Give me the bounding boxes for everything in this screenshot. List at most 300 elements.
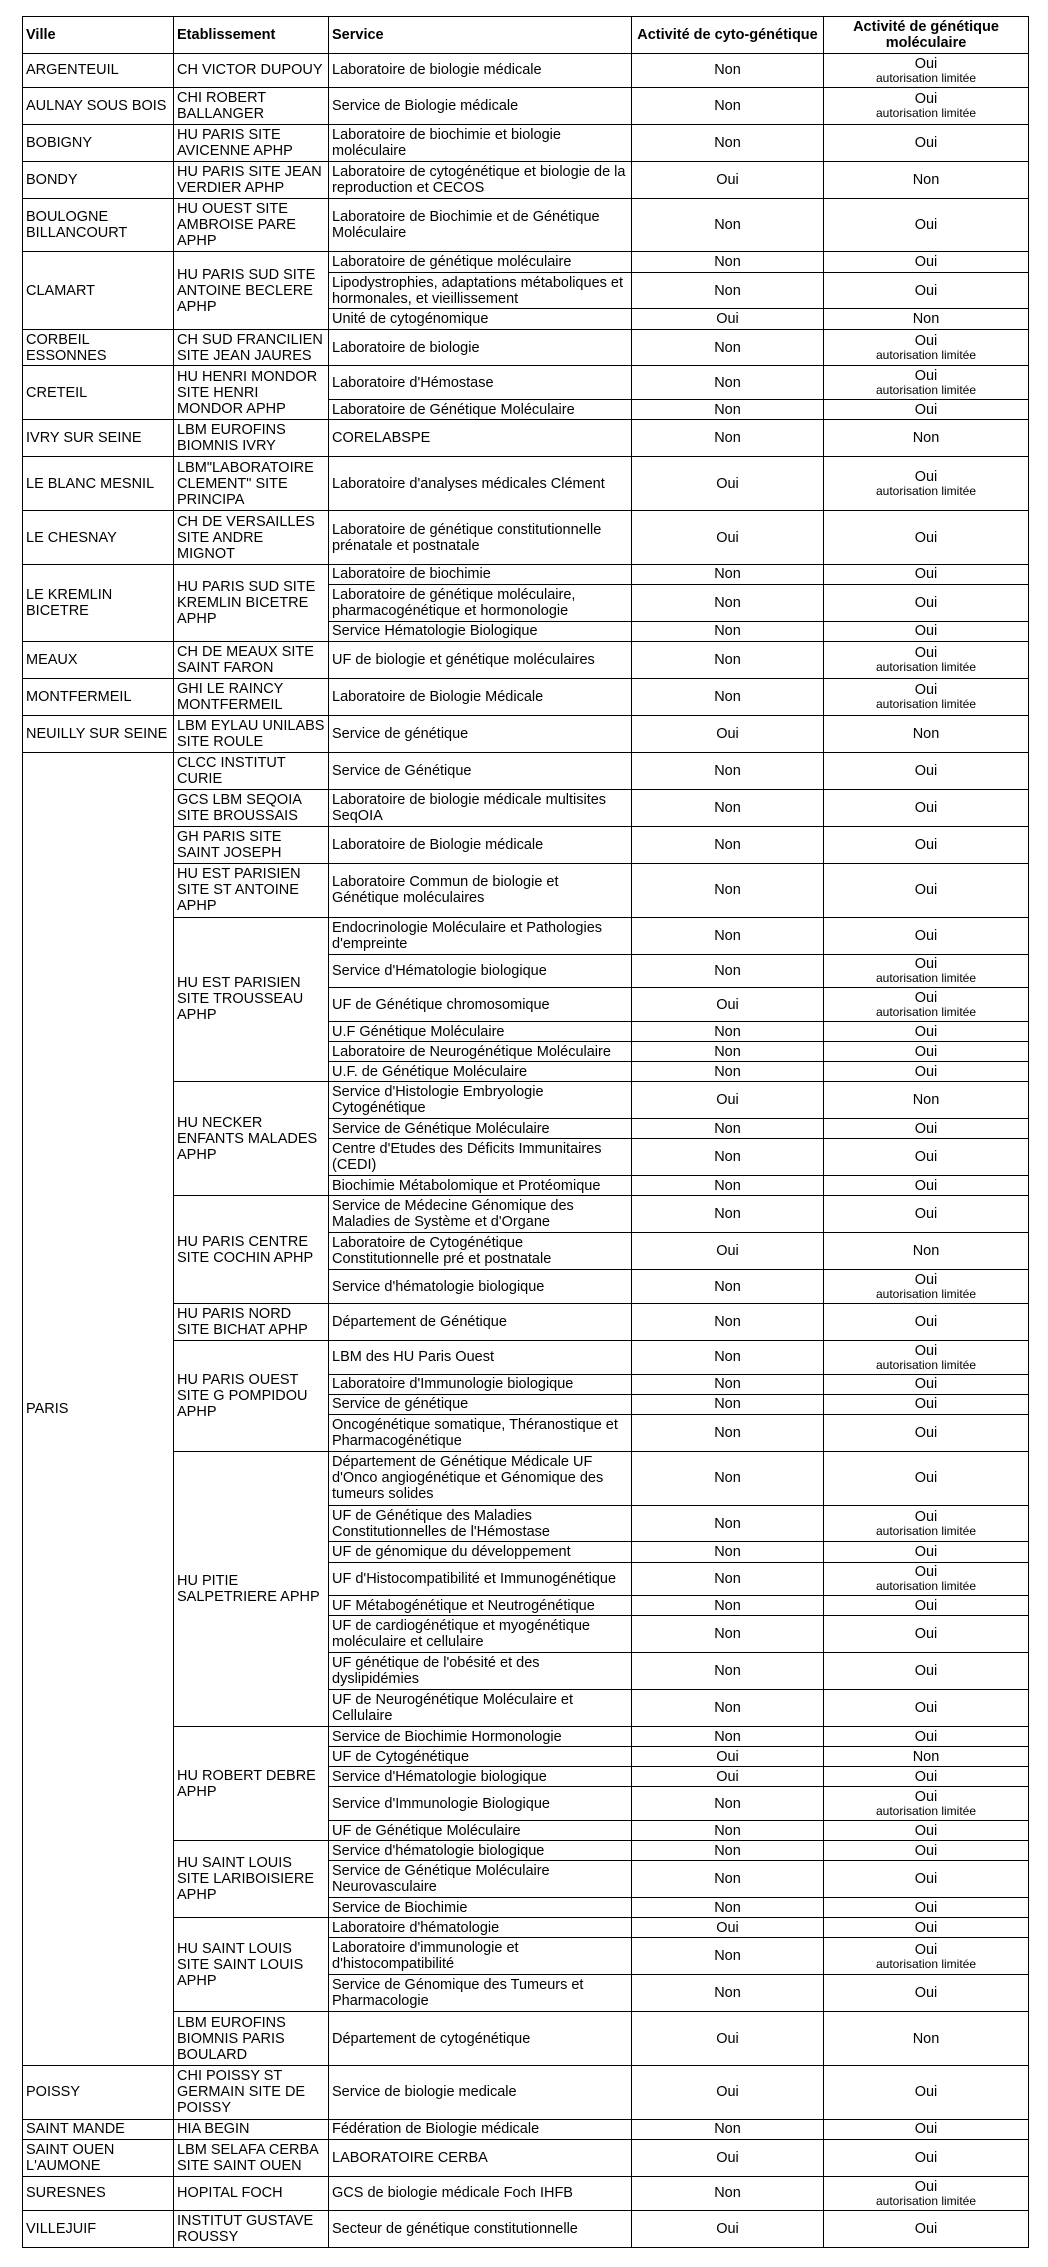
cyto-cell: Non	[632, 1727, 824, 1747]
table-row	[23, 198, 1029, 252]
genetique-cell	[824, 1918, 1029, 1938]
service-cell: Laboratoire de biologie médicale multisites SeqOIA	[329, 789, 632, 826]
genetique-cell	[824, 1303, 1029, 1340]
service-cell: Endocrinologie Moléculaire et Pathologies d'empreinte	[329, 917, 632, 954]
service-cell: UF de cardiogénétique et myogénétique moléculaire et cellulaire	[329, 1616, 632, 1653]
genetique-value: Oui	[914, 1120, 938, 1137]
genetique-cell	[824, 1938, 1029, 1975]
cyto-cell: Oui	[632, 457, 824, 511]
genetique-value: Oui	[914, 91, 938, 108]
genetique-value: Oui	[914, 333, 938, 349]
service-cell: UF de Génétique Moléculaire	[329, 1821, 632, 1841]
genetique-cell	[824, 272, 1029, 309]
genetique-value: Oui	[914, 368, 938, 385]
service-cell: Service de Génétique Moléculaire	[329, 1119, 632, 1139]
cyto-cell: Oui	[632, 2066, 824, 2120]
genetique-value: Oui	[914, 1177, 938, 1194]
genetique-value: Oui	[914, 1396, 938, 1413]
genetique-value: Oui	[914, 55, 938, 72]
genetique-cell	[824, 1196, 1029, 1233]
genetique-cell	[824, 1340, 1029, 1374]
genetique-value: Oui	[914, 254, 938, 270]
genetique-cell	[824, 1861, 1029, 1898]
cyto-cell: Non	[632, 789, 824, 826]
table-row	[23, 329, 1029, 366]
genetique-value: Oui	[914, 2149, 938, 2166]
service-cell: Laboratoire d'Immunologie biologique	[329, 1374, 632, 1394]
header-service: Service	[329, 17, 632, 54]
cyto-cell: Non	[632, 1505, 824, 1542]
genetique-cell	[824, 564, 1029, 584]
cyto-cell: Non	[632, 272, 824, 309]
genetique-cell	[824, 252, 1029, 272]
service-cell: LABORATOIRE CERBA	[329, 2139, 632, 2176]
etablissement-cell: GHI LE RAINCY MONTFERMEIL	[174, 678, 329, 715]
genetique-value: Oui	[914, 1063, 938, 1080]
cyto-cell: Oui	[632, 1747, 824, 1767]
cyto-cell: Oui	[632, 715, 824, 752]
etablissement-cell: GH PARIS SITE SAINT JOSEPH	[174, 826, 329, 863]
cyto-cell: Non	[632, 54, 824, 88]
genetique-cell	[824, 863, 1029, 917]
ville-cell: MEAUX	[23, 642, 174, 679]
genetique-cell	[824, 1022, 1029, 1042]
service-cell: UF de Neurogénétique Moléculaire et Cellulaire	[329, 1690, 632, 1727]
genetique-cell	[824, 1841, 1029, 1861]
genetique-cell	[824, 309, 1029, 329]
genetique-value: Oui	[914, 469, 938, 486]
cyto-cell: Non	[632, 1975, 824, 2012]
genetique-value: Oui	[914, 1822, 938, 1839]
table-row	[23, 2012, 1029, 2066]
ville-cell: VILLEJUIF	[23, 2210, 174, 2247]
genetique-cell	[824, 1139, 1029, 1176]
header-ville: Ville	[23, 17, 174, 54]
table-row	[23, 826, 1029, 863]
genetique-value: Oui	[914, 1842, 938, 1859]
genetique-value: Oui	[914, 1023, 938, 1040]
genetique-cell	[824, 1653, 1029, 1690]
service-cell: Service d'hématologie biologique	[329, 1841, 632, 1861]
table-row	[23, 366, 1029, 400]
genetique-cell	[824, 1727, 1029, 1747]
service-cell: Service de biologie medicale	[329, 2066, 632, 2120]
genetique-cell	[824, 2210, 1029, 2247]
genetique-cell	[824, 1562, 1029, 1596]
cyto-cell: Non	[632, 1394, 824, 1414]
etablissement-cell: HU PARIS OUEST SITE G POMPIDOU APHP	[174, 1340, 329, 1451]
header-row	[23, 17, 1029, 54]
genetique-value: Oui	[914, 594, 938, 611]
service-cell: Lipodystrophies, adaptations métaboliques et hormonales, et vieillissement	[329, 272, 632, 309]
authorization-note: autorisation limitée	[875, 1005, 977, 1020]
table-row	[23, 2119, 1029, 2139]
service-cell: Laboratoire de Cytogénétique Constitutionnelle pré et postnatale	[329, 1233, 632, 1270]
etablissement-cell: HU PARIS SUD SITE KREMLIN BICETRE APHP	[174, 564, 329, 641]
genetique-cell	[824, 400, 1029, 420]
service-cell: Laboratoire d'hématologie	[329, 1918, 632, 1938]
genetique-value: Oui	[914, 1919, 938, 1936]
genetique-value: Oui	[914, 956, 938, 973]
genetique-cell	[824, 457, 1029, 511]
authorization-note: autorisation limitée	[875, 1579, 977, 1594]
ville-cell: SAINT OUEN L'AUMONE	[23, 2139, 174, 2176]
genetique-cell	[824, 954, 1029, 988]
genetique-value: Oui	[914, 401, 938, 418]
service-cell: Service d'Hématologie biologique	[329, 1767, 632, 1787]
ville-cell: IVRY SUR SEINE	[23, 420, 174, 457]
service-cell: Service de Génomique des Tumeurs et Pharmacologie	[329, 1975, 632, 2012]
cyto-cell: Non	[632, 954, 824, 988]
etablissement-cell: HU PARIS CENTRE SITE COCHIN APHP	[174, 1196, 329, 1304]
table-row	[23, 87, 1029, 124]
genetique-cell	[824, 826, 1029, 863]
genetique-value: Oui	[914, 623, 938, 640]
genetique-cell	[824, 1542, 1029, 1562]
service-cell: U.F Génétique Moléculaire	[329, 1022, 632, 1042]
cyto-cell: Non	[632, 1562, 824, 1596]
table-row	[23, 252, 1029, 272]
cyto-cell: Non	[632, 1139, 824, 1176]
etablissement-cell: LBM EYLAU UNILABS SITE ROULE	[174, 715, 329, 752]
genetique-value: Oui	[914, 882, 938, 899]
genetique-cell	[824, 1119, 1029, 1139]
cyto-cell: Non	[632, 826, 824, 863]
table-row	[23, 2139, 1029, 2176]
service-cell: Laboratoire de cytogénétique et biologie de la reproduction et CECOS	[329, 161, 632, 198]
cyto-cell: Non	[632, 420, 824, 457]
genetique-value: Oui	[914, 1342, 938, 1359]
cyto-cell: Non	[632, 678, 824, 715]
genetique-cell	[824, 1821, 1029, 1841]
header-cyto: Activité de cyto-génétique	[632, 17, 824, 54]
genetique-cell	[824, 789, 1029, 826]
genetique-value: Non	[912, 1748, 940, 1765]
service-cell: Biochimie Métabolomique et Protéomique	[329, 1176, 632, 1196]
genetique-value: Oui	[914, 1043, 938, 1060]
table-row	[23, 1340, 1029, 1374]
authorization-note: autorisation limitée	[875, 697, 977, 712]
cyto-cell: Oui	[632, 1082, 824, 1119]
genetique-cell	[824, 1690, 1029, 1727]
service-cell: Service de Génétique	[329, 752, 632, 789]
genetique-cell	[824, 2012, 1029, 2066]
service-cell: Laboratoire de Biologie médicale	[329, 826, 632, 863]
service-cell: Service de Médecine Génomique des Maladies de Système et d'Organe	[329, 1196, 632, 1233]
genetique-cell	[824, 917, 1029, 954]
genetique-cell	[824, 1747, 1029, 1767]
service-cell: Laboratoire Commun de biologie et Génétique moléculaires	[329, 863, 632, 917]
service-cell: Service d'Hématologie biologique	[329, 954, 632, 988]
table-row	[23, 161, 1029, 198]
genetique-value: Oui	[914, 645, 938, 662]
service-cell: Service de génétique	[329, 715, 632, 752]
cyto-cell: Non	[632, 1374, 824, 1394]
genetique-cell	[824, 1898, 1029, 1918]
ville-cell: LE CHESNAY	[23, 511, 174, 565]
service-cell: Département de Génétique	[329, 1303, 632, 1340]
ville-cell: POISSY	[23, 2066, 174, 2120]
etablissement-cell: CH DE MEAUX SITE SAINT FARON	[174, 642, 329, 679]
ville-cell: NEUILLY SUR SEINE	[23, 715, 174, 752]
cyto-cell: Non	[632, 1653, 824, 1690]
genetique-cell	[824, 1042, 1029, 1062]
genetique-value: Non	[912, 2030, 940, 2047]
ville-cell: BOULOGNE BILLANCOURT	[23, 198, 174, 252]
cyto-cell: Non	[632, 917, 824, 954]
service-cell: Laboratoire de génétique moléculaire, pharmacogénétique et hormonologie	[329, 585, 632, 622]
etablissement-cell: CLCC INSTITUT CURIE	[174, 752, 329, 789]
cyto-cell: Oui	[632, 309, 824, 329]
genetique-value: Oui	[914, 1564, 938, 1581]
etablissement-cell: HU EST PARISIEN SITE ST ANTOINE APHP	[174, 863, 329, 917]
etablissement-cell: HOPITAL FOCH	[174, 2176, 329, 2210]
service-cell: Laboratoire d'analyses médicales Clément	[329, 457, 632, 511]
cyto-cell: Oui	[632, 161, 824, 198]
ville-cell: BONDY	[23, 161, 174, 198]
genetique-value: Non	[912, 430, 940, 447]
cyto-cell: Non	[632, 1690, 824, 1727]
genetique-cell	[824, 2139, 1029, 2176]
etablissement-cell: HU HENRI MONDOR SITE HENRI MONDOR APHP	[174, 366, 329, 420]
genetique-value: Oui	[914, 990, 938, 1007]
table-row	[23, 564, 1029, 584]
genetique-value: Oui	[914, 682, 938, 699]
cyto-cell: Oui	[632, 1767, 824, 1787]
authorization-note: autorisation limitée	[875, 2193, 977, 2208]
cyto-cell: Non	[632, 366, 824, 400]
genetique-cell	[824, 1596, 1029, 1616]
genetique-value: Oui	[914, 134, 938, 151]
header-etablissement: Etablissement	[174, 17, 329, 54]
cyto-cell: Non	[632, 1022, 824, 1042]
genetique-value: Oui	[914, 762, 938, 779]
laboratory-table	[22, 16, 1029, 2248]
etablissement-cell: INSTITUT GUSTAVE ROUSSY	[174, 2210, 329, 2247]
genetique-cell	[824, 1270, 1029, 1304]
cyto-cell: Non	[632, 1841, 824, 1861]
table-row	[23, 752, 1029, 789]
etablissement-cell: HU OUEST SITE AMBROISE PARE APHP	[174, 198, 329, 252]
cyto-cell: Non	[632, 1938, 824, 1975]
genetique-value: Oui	[914, 1149, 938, 1166]
service-cell: Service de Biochimie Hormonologie	[329, 1727, 632, 1747]
genetique-value: Oui	[914, 1899, 938, 1916]
genetique-cell	[824, 2066, 1029, 2120]
service-cell: Centre d'Etudes des Déficits Immunitaires (CEDI)	[329, 1139, 632, 1176]
etablissement-cell: HU PARIS SITE JEAN VERDIER APHP	[174, 161, 329, 198]
genetique-value: Non	[912, 171, 940, 188]
table-row	[23, 2176, 1029, 2210]
cyto-cell: Non	[632, 2176, 824, 2210]
genetique-value: Oui	[914, 1789, 938, 1806]
genetique-value: Non	[912, 1092, 940, 1109]
genetique-value: Oui	[914, 1768, 938, 1785]
service-cell: Secteur de génétique constitutionnelle	[329, 2210, 632, 2247]
genetique-value: Oui	[914, 1544, 938, 1560]
etablissement-cell: GCS LBM SEQOIA SITE BROUSSAIS	[174, 789, 329, 826]
cyto-cell: Non	[632, 1451, 824, 1505]
etablissement-cell: HU PARIS NORD SITE BICHAT APHP	[174, 1303, 329, 1340]
genetique-value: Oui	[914, 2084, 938, 2101]
header-genetique: Activité de génétique moléculaire	[824, 17, 1029, 54]
service-cell: UF de Génétique chromosomique	[329, 988, 632, 1022]
genetique-value: Oui	[914, 1509, 938, 1525]
cyto-cell: Non	[632, 87, 824, 124]
authorization-note: autorisation limitée	[875, 1524, 977, 1538]
ville-cell: LE BLANC MESNIL	[23, 457, 174, 511]
cyto-cell: Non	[632, 752, 824, 789]
table-row	[23, 1918, 1029, 1938]
genetique-value: Oui	[914, 1663, 938, 1680]
genetique-cell	[824, 1451, 1029, 1505]
authorization-note: autorisation limitée	[875, 348, 977, 362]
ville-cell: MONTFERMEIL	[23, 678, 174, 715]
genetique-cell	[824, 1975, 1029, 2012]
service-cell: Service d'Immunologie Biologique	[329, 1787, 632, 1821]
genetique-value: Oui	[914, 1470, 938, 1487]
genetique-value: Oui	[914, 799, 938, 816]
etablissement-cell: HU ROBERT DEBRE APHP	[174, 1727, 329, 1841]
service-cell: Unité de cytogénomique	[329, 309, 632, 329]
cyto-cell: Non	[632, 198, 824, 252]
genetique-value: Oui	[914, 1424, 938, 1441]
etablissement-cell: LBM EUROFINS BIOMNIS IVRY	[174, 420, 329, 457]
service-cell: Laboratoire de biochimie	[329, 564, 632, 584]
cyto-cell: Non	[632, 1414, 824, 1451]
table-row	[23, 511, 1029, 565]
table-row	[23, 54, 1029, 88]
etablissement-cell: CH SUD FRANCILIEN SITE JEAN JAURES	[174, 329, 329, 366]
genetique-value: Oui	[914, 927, 938, 944]
cyto-cell: Non	[632, 1596, 824, 1616]
etablissement-cell: HU PARIS SITE AVICENNE APHP	[174, 124, 329, 161]
service-cell: Laboratoire de génétique moléculaire	[329, 252, 632, 272]
etablissement-cell: HU SAINT LOUIS SITE LARIBOISIERE APHP	[174, 1841, 329, 1918]
table-row	[23, 1451, 1029, 1505]
service-cell: CORELABSPE	[329, 420, 632, 457]
etablissement-cell: HU SAINT LOUIS SITE SAINT LOUIS APHP	[174, 1918, 329, 2012]
cyto-cell: Non	[632, 252, 824, 272]
ville-cell: CRETEIL	[23, 366, 174, 420]
cyto-cell: Non	[632, 585, 824, 622]
table-row	[23, 715, 1029, 752]
table-row	[23, 642, 1029, 679]
cyto-cell: Oui	[632, 2139, 824, 2176]
service-cell: UF de Cytogénétique	[329, 1747, 632, 1767]
table-row	[23, 1196, 1029, 1233]
service-cell: Département de Génétique Médicale UF d'Onco angiogénétique et Génomique des tumeurs solides	[329, 1451, 632, 1505]
table-body	[23, 54, 1029, 2248]
service-cell: Département de cytogénétique	[329, 2012, 632, 2066]
genetique-value: Oui	[914, 217, 938, 234]
cyto-cell: Non	[632, 400, 824, 420]
ville-cell: SURESNES	[23, 2176, 174, 2210]
service-cell: UF génétique de l'obésité et des dyslipidémies	[329, 1653, 632, 1690]
genetique-cell	[824, 1176, 1029, 1196]
etablissement-cell: HU PITIE SALPETRIERE APHP	[174, 1451, 329, 1727]
service-cell: UF d'Histocompatibilité et Immunogénétique	[329, 1562, 632, 1596]
cyto-cell: Non	[632, 1176, 824, 1196]
genetique-cell	[824, 2119, 1029, 2139]
cyto-cell: Non	[632, 1821, 824, 1841]
cyto-cell: Non	[632, 564, 824, 584]
service-cell: Service de Génétique Moléculaire Neurovasculaire	[329, 1861, 632, 1898]
genetique-cell	[824, 988, 1029, 1022]
genetique-value: Oui	[914, 1272, 938, 1289]
genetique-value: Oui	[914, 1700, 938, 1717]
genetique-cell	[824, 1374, 1029, 1394]
authorization-note: autorisation limitée	[875, 1357, 977, 1372]
cyto-cell: Non	[632, 1119, 824, 1139]
authorization-note: autorisation limitée	[875, 660, 977, 675]
cyto-cell: Non	[632, 1861, 824, 1898]
cyto-cell: Oui	[632, 1918, 824, 1938]
cyto-cell: Non	[632, 1196, 824, 1233]
cyto-cell: Non	[632, 1542, 824, 1562]
cyto-cell: Oui	[632, 1233, 824, 1270]
service-cell: Fédération de Biologie médicale	[329, 2119, 632, 2139]
cyto-cell: Oui	[632, 511, 824, 565]
table-row	[23, 124, 1029, 161]
cyto-cell: Non	[632, 642, 824, 679]
etablissement-cell: CH VICTOR DUPOUY	[174, 54, 329, 88]
genetique-value: Non	[912, 725, 940, 742]
cyto-cell: Non	[632, 1340, 824, 1374]
genetique-cell	[824, 621, 1029, 641]
etablissement-cell: HU EST PARISIEN SITE TROUSSEAU APHP	[174, 917, 329, 1082]
service-cell: Laboratoire de Biochimie et de Génétique Moléculaire	[329, 198, 632, 252]
service-cell: U.F. de Génétique Moléculaire	[329, 1062, 632, 1082]
genetique-value: Oui	[914, 1626, 938, 1643]
service-cell: Service d'Histologie Embryologie Cytogénétique	[329, 1082, 632, 1119]
genetique-cell	[824, 511, 1029, 565]
authorization-note: autorisation limitée	[875, 383, 977, 398]
genetique-cell	[824, 1414, 1029, 1451]
service-cell: UF de Génétique des Maladies Constitutionnelles de l'Hémostase	[329, 1505, 632, 1542]
service-cell: Oncogénétique somatique, Théranostique et Pharmacogénétique	[329, 1414, 632, 1451]
genetique-cell	[824, 420, 1029, 457]
service-cell: Service d'hématologie biologique	[329, 1270, 632, 1304]
genetique-value: Oui	[914, 529, 938, 546]
service-cell: Service Hématologie Biologique	[329, 621, 632, 641]
authorization-note: autorisation limitée	[875, 106, 977, 121]
service-cell: Service de Biochimie	[329, 1898, 632, 1918]
authorization-note: autorisation limitée	[875, 484, 977, 499]
table-row	[23, 863, 1029, 917]
service-cell: Laboratoire de Neurogénétique Moléculaire	[329, 1042, 632, 1062]
cyto-cell: Non	[632, 1303, 824, 1340]
etablissement-cell: LBM SELAFA CERBA SITE SAINT OUEN	[174, 2139, 329, 2176]
ville-cell: ARGENTEUIL	[23, 54, 174, 88]
table-row	[23, 457, 1029, 511]
authorization-note: autorisation limitée	[875, 971, 977, 986]
service-cell: Laboratoire de génétique constitutionnelle prénatale et postnatale	[329, 511, 632, 565]
service-cell: Laboratoire d'Hémostase	[329, 366, 632, 400]
service-cell: UF de génomique du développement	[329, 1542, 632, 1562]
etablissement-cell: HIA BEGIN	[174, 2119, 329, 2139]
cyto-cell: Non	[632, 1042, 824, 1062]
etablissement-cell: LBM EUROFINS BIOMNIS PARIS BOULARD	[174, 2012, 329, 2066]
genetique-value: Oui	[914, 1871, 938, 1888]
genetique-value: Oui	[914, 2220, 938, 2237]
genetique-value: Oui	[914, 1985, 938, 2002]
genetique-value: Non	[912, 311, 940, 327]
genetique-cell	[824, 1767, 1029, 1787]
genetique-cell	[824, 678, 1029, 715]
ville-cell: CORBEIL ESSONNES	[23, 329, 174, 366]
table-row	[23, 1727, 1029, 1747]
